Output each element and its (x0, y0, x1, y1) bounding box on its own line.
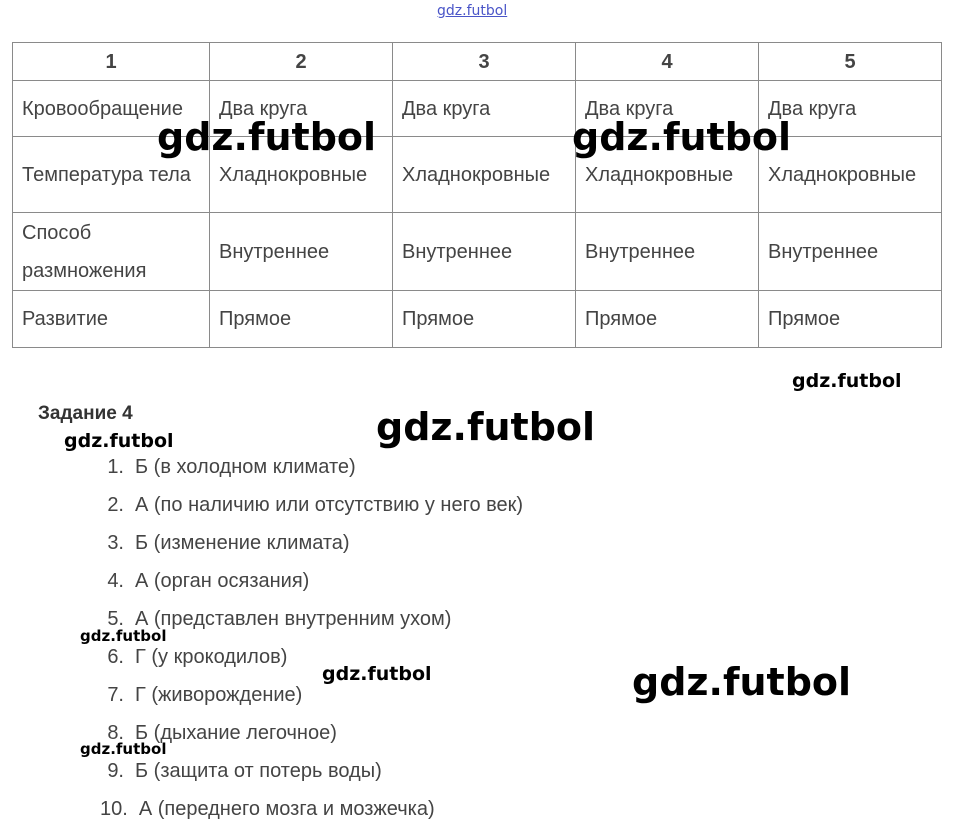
table-header-cell: 2 (210, 43, 393, 81)
list-item (100, 790, 523, 828)
item-number: 2. (107, 494, 124, 516)
watermark: gdz.futbol (322, 663, 432, 685)
table-header-cell: 3 (393, 43, 576, 81)
item-text: А (орган осязания) (135, 570, 310, 592)
table-cell: Внутреннее (210, 213, 393, 291)
list-item (100, 524, 523, 562)
item-number: 10. (100, 798, 128, 820)
task-heading: Задание 4 (38, 403, 133, 424)
item-text: А (переднего мозга и мозжечка) (138, 798, 435, 820)
list-item (100, 448, 523, 486)
table-row (13, 137, 942, 213)
item-number: 7. (107, 684, 124, 706)
watermark: gdz.futbol (792, 370, 902, 392)
item-number: 9. (107, 760, 124, 782)
table-header-cell: 5 (759, 43, 942, 81)
table-cell: Внутреннее (393, 213, 576, 291)
item-number: 3. (107, 532, 124, 554)
table-cell: Прямое (576, 291, 759, 348)
row-label: Температура тела (13, 137, 210, 213)
table-row (13, 291, 942, 348)
watermark: gdz.futbol (157, 115, 377, 159)
table-cell: Хладнокровные (210, 137, 393, 213)
table-cell: Два круга (393, 81, 576, 137)
watermark: gdz.futbol (80, 627, 167, 645)
table-cell: Два круга (210, 81, 393, 137)
comparison-table (12, 42, 942, 348)
watermark: gdz.futbol (64, 430, 174, 452)
table-cell: Хладнокровные (576, 137, 759, 213)
item-text: А (представлен внутренним ухом) (135, 608, 452, 630)
table-cell: Хладнокровные (759, 137, 942, 213)
table-row (13, 213, 942, 291)
item-number: 8. (107, 722, 124, 744)
table-row (13, 81, 942, 137)
list-item (100, 486, 523, 524)
table-cell: Внутреннее (576, 213, 759, 291)
table-header-cell: 4 (576, 43, 759, 81)
item-number: 5. (107, 608, 124, 630)
item-text: Г (у крокодилов) (135, 646, 288, 668)
row-label: Развитие (13, 291, 210, 348)
watermark: gdz.futbol (572, 115, 792, 159)
table-cell: Прямое (759, 291, 942, 348)
table-cell: Прямое (210, 291, 393, 348)
table-cell: Хладнокровные (393, 137, 576, 213)
item-text: Б (дыхание легочное) (135, 722, 337, 744)
row-label: Кровообращение (13, 81, 210, 137)
item-text: Б (защита от потерь воды) (135, 760, 382, 782)
row-label: Способ размножения (13, 213, 210, 291)
table-header-row (13, 43, 942, 81)
watermark: gdz.futbol (632, 660, 852, 704)
item-text: Б (в холодном климате) (135, 456, 356, 478)
item-number: 4. (107, 570, 124, 592)
list-item (100, 676, 523, 714)
item-text: А (по наличию или отсутствию у него век) (135, 494, 524, 516)
item-number: 1. (107, 456, 124, 478)
table-header-cell: 1 (13, 43, 210, 81)
item-text: Б (изменение климата) (135, 532, 350, 554)
item-text: Г (живорождение) (135, 684, 303, 706)
item-number: 6. (107, 646, 124, 668)
table-cell: Два круга (576, 81, 759, 137)
list-item (100, 562, 523, 600)
watermark: gdz.futbol (376, 405, 596, 449)
watermark: gdz.futbol (80, 740, 167, 758)
table-cell: Два круга (759, 81, 942, 137)
site-watermark-top: gdz.futbol (437, 3, 508, 19)
table-cell: Внутреннее (759, 213, 942, 291)
table-cell: Прямое (393, 291, 576, 348)
